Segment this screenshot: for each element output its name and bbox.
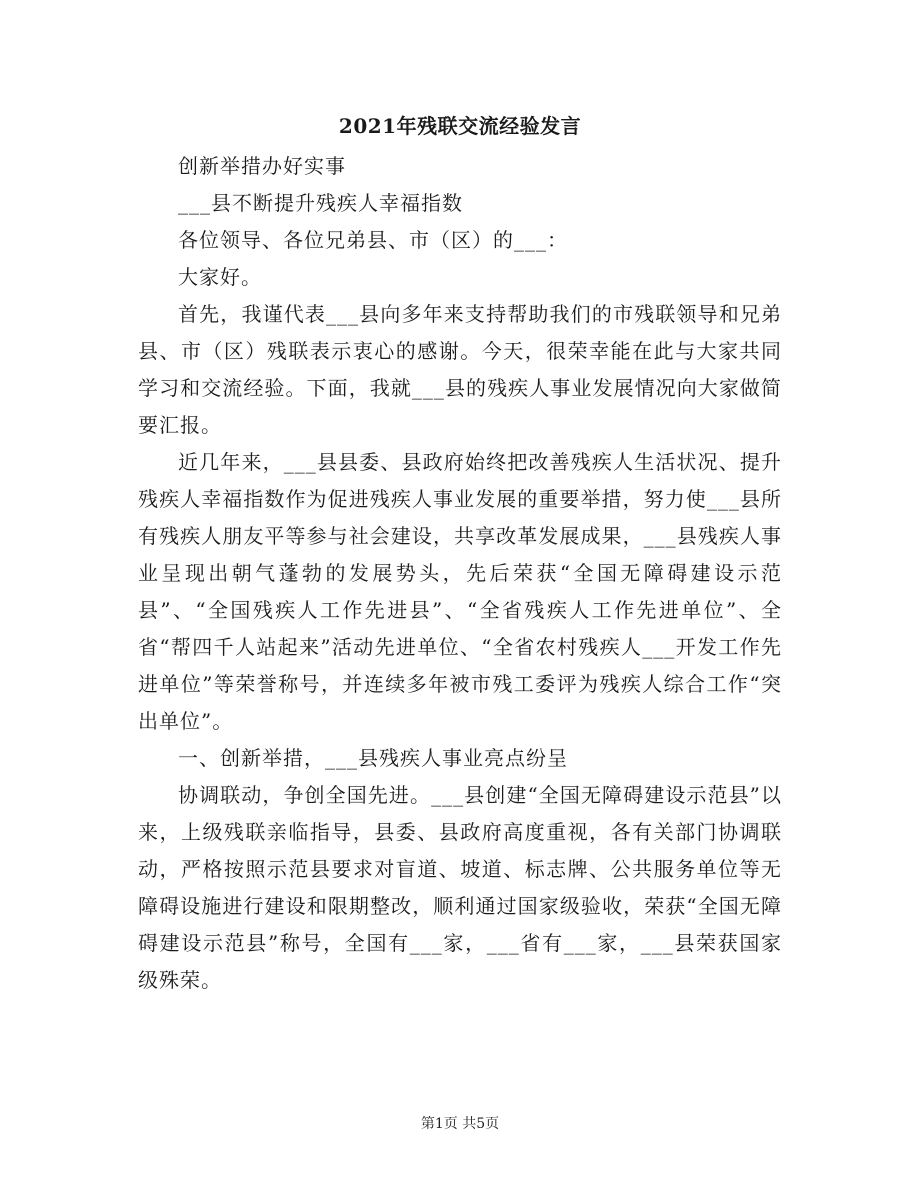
salutation: 各位领导、各位兄弟县、市（区）的___： [178, 228, 568, 252]
section-heading: 一、创新举措，___县残疾人事业亮点纷呈 [178, 746, 568, 770]
paragraph: 近几年来，___县县委、县政府始终把改善残疾人生活状况、提升残疾人幸福指数作为促进残疾人事业发展的重要举措，努力使___县所有残疾人朋友平等参与社会建设，共享改革发展成果，___县残疾人事业呈现出朝气蓬勃的发展势头，先后荣获“全国无障碍建设示范县”、“全国残疾人工作先进县”、“全省残疾人工作先进单位”、全省“帮四千人站起来”活动先进单位、“全省农村残疾人___开发工作先进单位”等荣誉称号，并连续多年被市残工委评为残疾人综合工作“突出单位”。 [138, 450, 782, 733]
greeting: 大家好。 [178, 265, 262, 289]
document-body [138, 148, 782, 999]
subtitle-line: ___县不断提升残疾人幸福指数 [178, 191, 463, 215]
paragraph: 首先，我谨代表___县向多年来支持帮助我们的市残联领导和兄弟县、市（区）残联表示衷心的感谢。今天，很荣幸能在此与大家共同学习和交流经验。下面，我就___县的残疾人事业发展情况向大家做简要汇报。 [138, 302, 782, 437]
page-footer: 第1页 共5页 [420, 1116, 500, 1132]
paragraph: 协调联动，争创全国先进。___县创建“全国无障碍建设示范县”以来，上级残联亲临指导，县委、县政府高度重视，各有关部门协调联动，严格按照示范县要求对盲道、坡道、标志牌、公共服务单位等无障碍设施进行建设和限期整改，顺利通过国家级验收，荣获“全国无障碍建设示范县”称号，全国有___家，___省有___家，___县荣获国家级殊荣。 [138, 783, 782, 992]
document-title: 2021年残联交流经验发言 [338, 114, 582, 138]
subtitle-line: 创新举措办好实事 [178, 154, 346, 178]
